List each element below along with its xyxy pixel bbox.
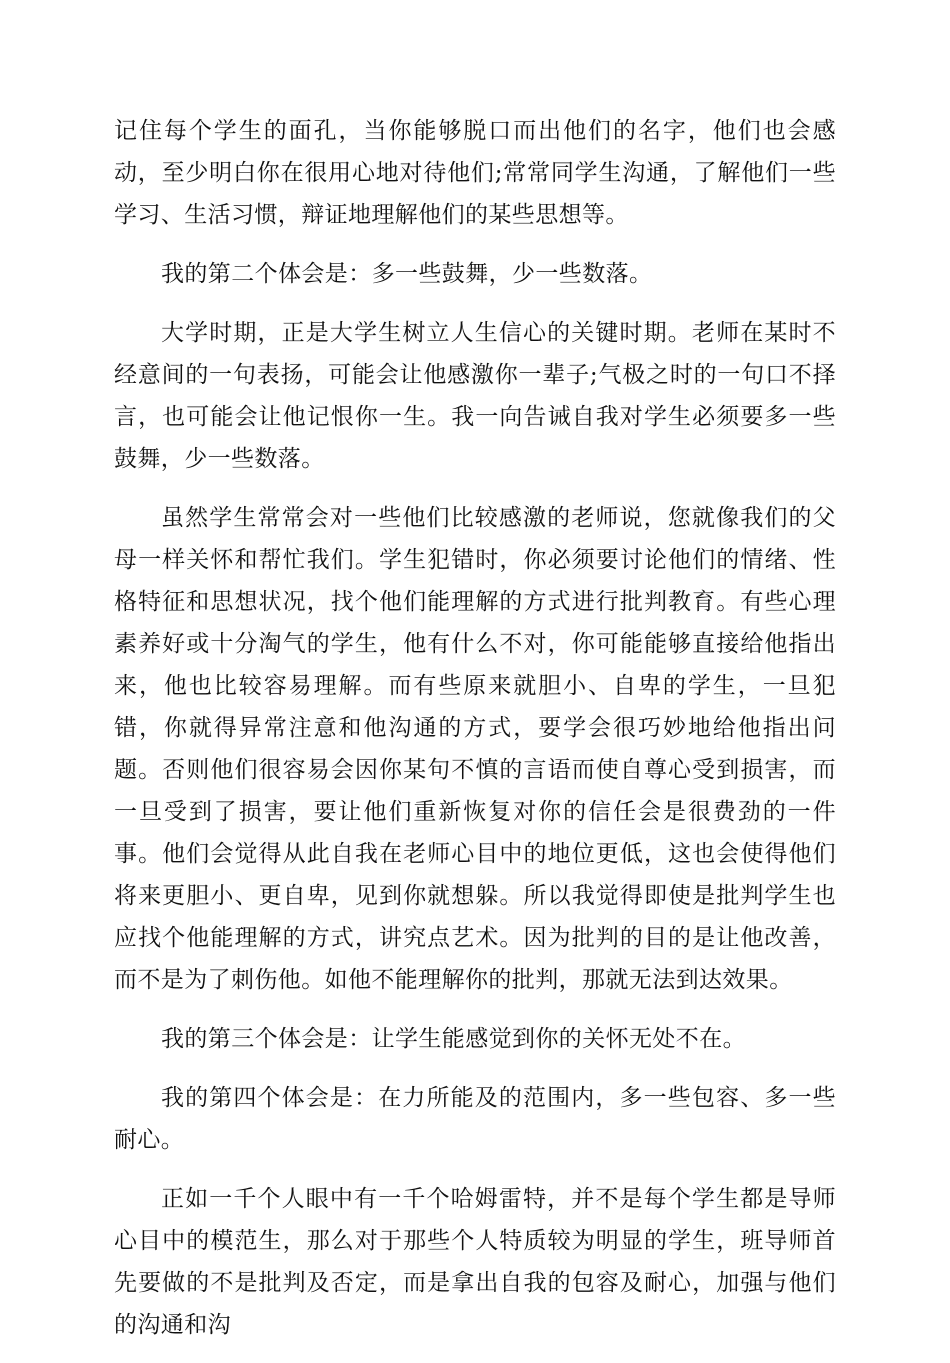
- paragraph-continuation: 记住每个学生的面孔，当你能够脱口而出他们的名字，他们也会感动，至少明白你在很用心地对待他们;常常同学生沟通，了解他们一些学习、生活习惯，辩证地理解他们的某些思想等。: [114, 118, 836, 228]
- paragraph-university-period: 大学时期，正是大学生树立人生信心的关键时期。老师在某时不经意间的一句表扬，可能会让他感激你一辈子;气极之时的一句口不择言，也可能会让他记恨你一生。我一向告诫自我对学生必须要多一些鼓舞，少一些数落。: [114, 320, 836, 472]
- paragraph-fourth-insight: 我的第四个体会是：在力所能及的范围内，多一些包容、多一些耐心。: [114, 1085, 836, 1153]
- paragraph-criticism-approach: 虽然学生常常会对一些他们比较感激的老师说，您就像我们的父母一样关怀和帮忙我们。学生犯错时，你必须要讨论他们的情绪、性格特征和思想状况，找个他们能理解的方式进行批判教育。有些心理素养好或十分淘气的学生，他有什么不对，你可能能够直接给他指出来，他也比较容易理解。而有些原来就胆小、自卑的学生，一旦犯错，你就得异常注意和他沟通的方式，要学会很巧妙地给他指出问题。否则他们很容易会因你某句不慎的言语而使自尊心受到损害，而一旦受到了损害，要让他们重新恢复对你的信任会是很费劲的一件事。他们会觉得从此自我在老师心目中的地位更低，这也会使得他们将来更胆小、更自卑，见到你就想躲。所以我觉得即使是批判学生也应找个他能理解的方式，讲究点艺术。因为批判的目的是让他改善，而不是为了刺伤他。如他不能理解你的批判，那就无法到达效果。: [114, 505, 836, 993]
- document-body: [114, 110, 836, 1363]
- paragraph-second-insight: 我的第二个体会是：多一些鼓舞，少一些数落。: [161, 261, 653, 287]
- paragraph-tolerance-patience: 正如一千个人眼中有一千个哈姆雷特，并不是每个学生都是导师心目中的模范生，那么对于那些个人特质较为明显的学生，班导师首先要做的不是批判及否定，而是拿出自我的包容及耐心，加强与他们的沟通和沟: [114, 1186, 836, 1338]
- paragraph-third-insight: 我的第三个体会是：让学生能感觉到你的关怀无处不在。: [161, 1026, 746, 1052]
